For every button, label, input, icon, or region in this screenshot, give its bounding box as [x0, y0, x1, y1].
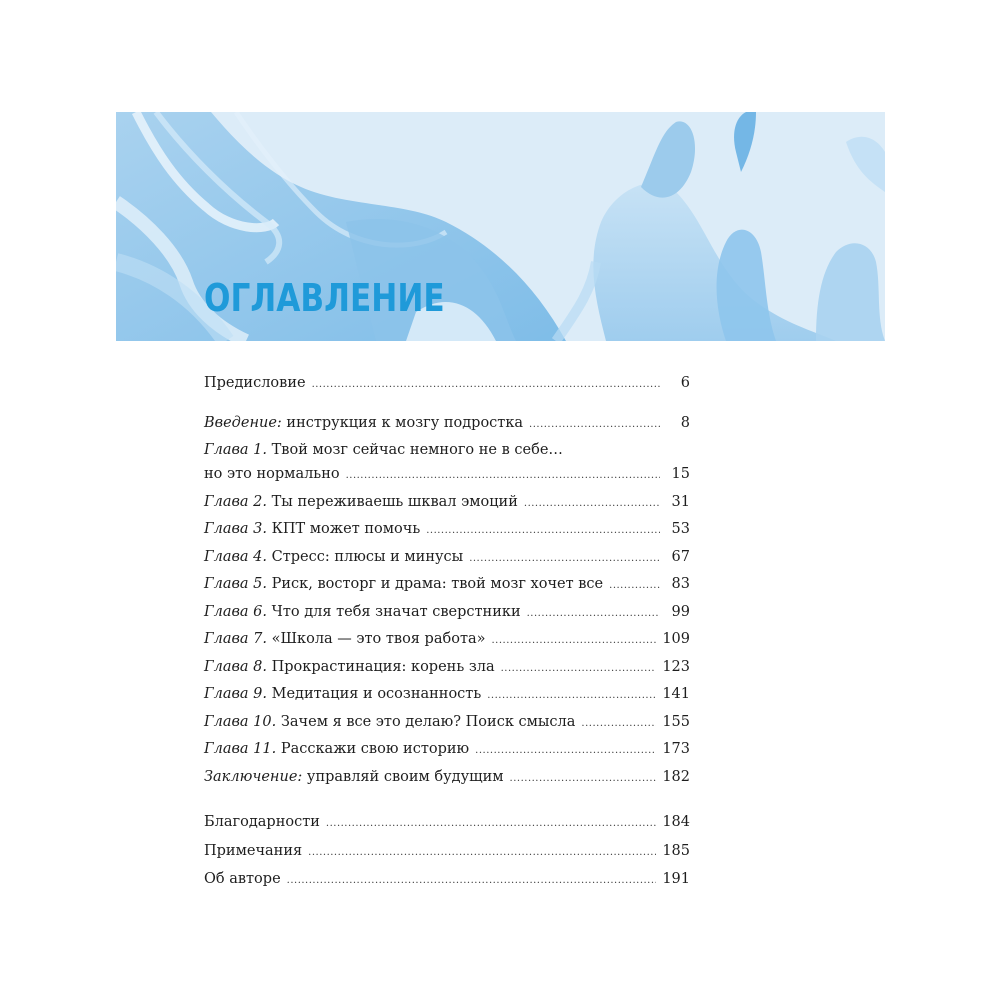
toc-page-number: 53 [671, 521, 690, 537]
toc-leader-dots [312, 375, 660, 395]
toc-entry-chapter-9[interactable] [204, 684, 690, 706]
toc-entry-title: Расскажи свою историю [280, 741, 470, 757]
toc-entry-label: Заключение: [204, 769, 303, 785]
toc-entry-title: Стресс: плюсы и минусы [271, 549, 464, 565]
toc-page-number: 83 [671, 576, 690, 592]
toc-page-number: 109 [662, 631, 690, 647]
toc-page-number: 99 [671, 604, 690, 620]
toc-leader-dots [475, 741, 656, 761]
toc-entry-label: Глава 5. [204, 576, 268, 592]
toc-page-number: 8 [680, 415, 690, 431]
toc-leader-dots [524, 494, 660, 514]
toc-entry-label: Введение: [204, 415, 282, 431]
toc-entry-chapter-10[interactable] [204, 712, 690, 734]
toc-entry-chapter-8[interactable] [204, 657, 690, 679]
toc-entry-chapter-11[interactable] [204, 739, 690, 761]
toc-page-number: 184 [662, 814, 690, 830]
toc-page-number: 141 [662, 686, 690, 702]
toc-entry-title: Предисловие [204, 375, 306, 391]
toc-entry-label: Глава 4. [204, 549, 268, 565]
toc-entry-label: Глава 8. [204, 659, 268, 675]
toc-page-number: 123 [662, 659, 690, 675]
toc-leader-dots [510, 769, 657, 789]
toc-entry-label: Глава 11. [204, 741, 277, 757]
toc-entry-introduction[interactable] [204, 413, 690, 435]
toc-page-number: 67 [671, 549, 690, 565]
toc-entry-title: КПТ может помочь [271, 521, 421, 537]
toc-entry-preface[interactable] [204, 373, 690, 395]
toc-leader-dots [609, 576, 660, 596]
toc-entry-label: Глава 9. [204, 686, 268, 702]
toc-entry-title-line1: Твой мозг сейчас немного не в себе… [271, 442, 563, 458]
toc-page-number: 155 [662, 714, 690, 730]
toc-entry-chapter-2[interactable] [204, 492, 690, 514]
toc-entry-title: управляй своим будущим [306, 769, 504, 785]
toc-entry-chapter-5[interactable] [204, 574, 690, 596]
toc-leader-dots [492, 631, 657, 651]
toc-entry-chapter-3[interactable] [204, 519, 690, 541]
toc-page-number: 191 [662, 871, 690, 887]
toc-entry-notes[interactable] [204, 841, 690, 863]
toc-entry-about-author[interactable] [204, 869, 690, 891]
toc-entry-title: Благодарности [204, 814, 320, 830]
toc-leader-dots [426, 521, 660, 541]
toc-page-number: 6 [680, 375, 690, 391]
toc-page-number: 182 [662, 769, 690, 785]
toc-entry-title: Примечания [204, 843, 303, 859]
toc-leader-dots [501, 659, 657, 679]
toc-entry-chapter-4[interactable] [204, 547, 690, 569]
toc-leader-dots [326, 814, 656, 834]
toc-entry-chapter-7[interactable] [204, 629, 690, 651]
toc-entry-chapter-6[interactable] [204, 602, 690, 624]
toc-entry-chapter-1-line1[interactable] [204, 440, 563, 460]
toc-entry-title: Медитация и осознанность [271, 686, 482, 702]
toc-entry-title: Прокрастинация: корень зла [271, 659, 495, 675]
toc-entry-title: но это нормально [204, 466, 340, 482]
toc-entry-title: Риск, восторг и драма: твой мозг хочет все [271, 576, 604, 592]
toc-leader-dots [469, 549, 660, 569]
toc-entry-title: Зачем я все это делаю? Поиск смысла [280, 714, 576, 730]
toc-leader-dots [529, 415, 660, 435]
toc-entry-chapter-1[interactable] [204, 464, 690, 486]
toc-entry-conclusion[interactable] [204, 767, 690, 789]
toc-leader-dots [346, 466, 660, 486]
toc-leader-dots [487, 686, 656, 706]
toc-leader-dots [527, 604, 660, 624]
toc-entry-label: Глава 1. [204, 442, 268, 458]
toc-entry-label: Глава 2. [204, 494, 268, 510]
toc-leader-dots [287, 871, 657, 891]
toc-leader-dots [308, 843, 656, 863]
toc-entry-title: Что для тебя значат сверстники [271, 604, 521, 620]
toc-page-number: 15 [671, 466, 690, 482]
toc-entry-label: Глава 7. [204, 631, 268, 647]
toc-leader-dots [581, 714, 656, 734]
toc-page-number: 173 [662, 741, 690, 757]
toc-entry-acknowledgements[interactable] [204, 812, 690, 834]
toc-entry-label: Глава 3. [204, 521, 268, 537]
toc-entry-label: Глава 10. [204, 714, 277, 730]
toc-page-number: 31 [671, 494, 690, 510]
toc-page-number: 185 [662, 843, 690, 859]
page-title: ОГЛАВЛЕНИЕ [204, 276, 445, 320]
toc-entry-label: Глава 6. [204, 604, 268, 620]
toc-entry-title: «Школа — это твоя работа» [271, 631, 486, 647]
toc-entry-title: Об авторе [204, 871, 281, 887]
toc-entry-title: инструкция к мозгу подростка [286, 415, 524, 431]
toc-entry-title: Ты переживаешь шквал эмоций [271, 494, 518, 510]
